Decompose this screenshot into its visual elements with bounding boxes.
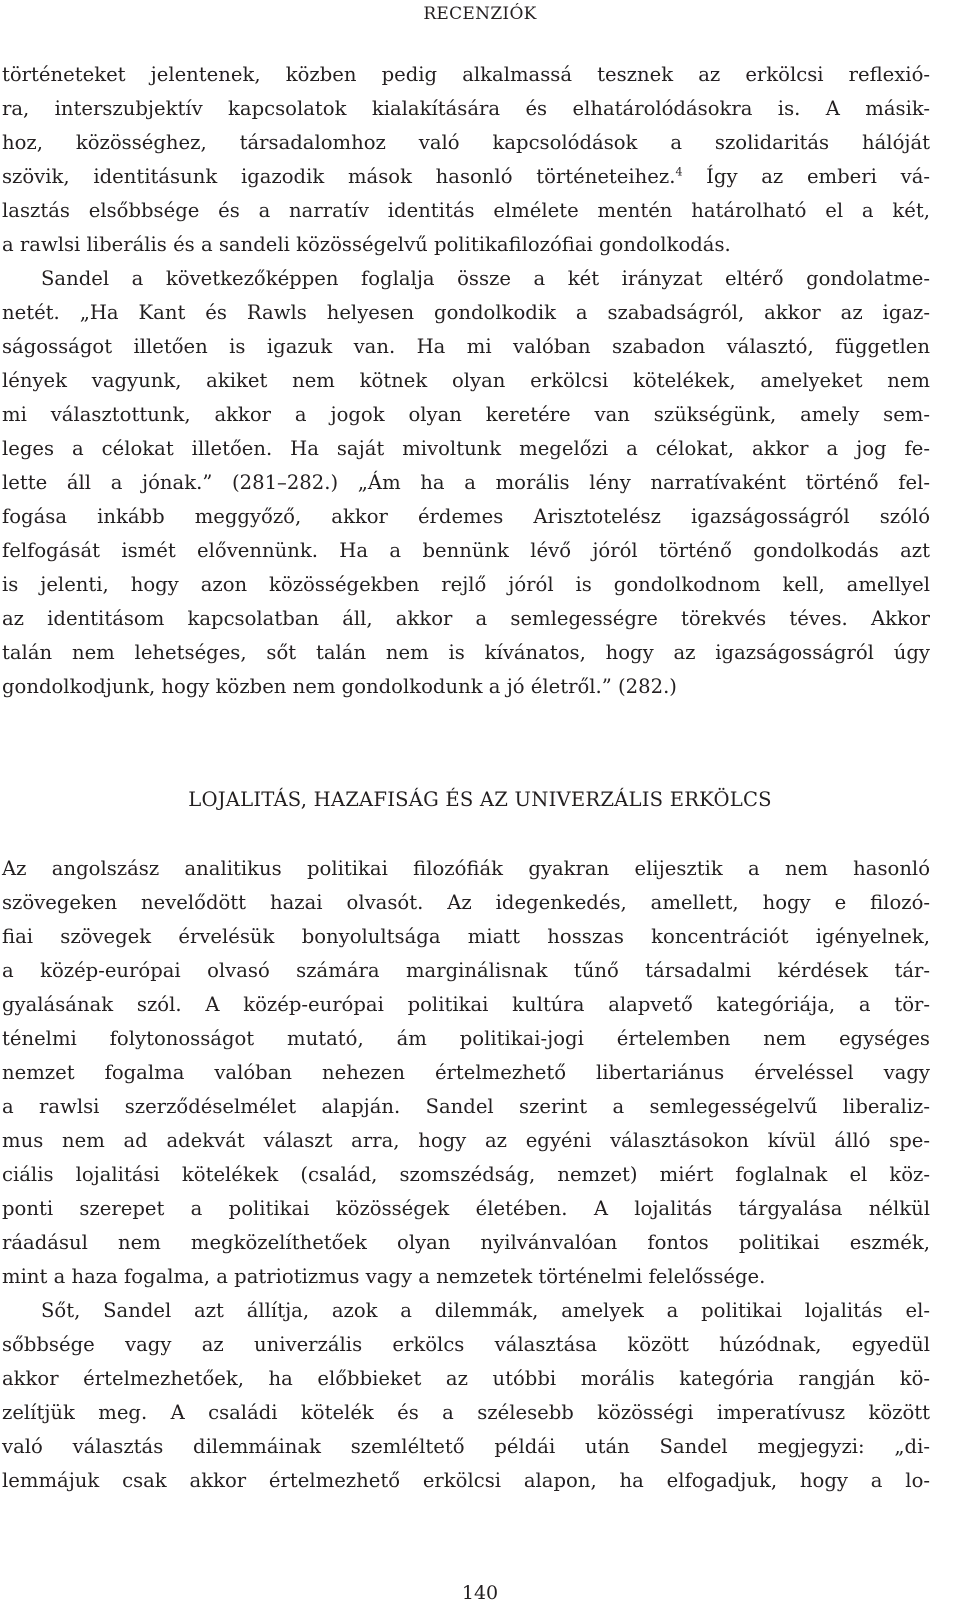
text-line: történeteket jelentenek, közben pedig alkalmassá tesznek az erkölcsi reflexió- [2,63,930,86]
text-line: ráadásul nem megközelíthetőek olyan nyilvánvalóan fontos politikai eszmék, [2,1231,930,1254]
text-line: akkor értelmezhetőek, ha előbbieket az utóbbi morális kategória rangján kö- [2,1367,930,1390]
text-line: az identitásom kapcsolatban áll, akkor a semlegességre törekvés téves. Akkor [2,607,930,630]
text-line: mi választottunk, akkor a jogok olyan keretére van szükségünk, amely sem- [2,403,930,426]
text-line: a rawlsi szerződéselmélet alapján. Sandel szerint a semlegességelvű liberaliz- [2,1095,930,1118]
text-segment: szövik, identitásunk igazodik mások hasonló történeteihez. [2,165,676,188]
text-line: ténelmi folytonosságot mutató, ám politikai-jogi értelemben nem egységes [2,1027,930,1050]
text-line: hoz, közösséghez, társadalomhoz való kapcsolódások a szolidaritás hálóját [2,131,930,154]
running-head: RECENZIÓK [423,4,537,24]
text-line: ponti szerepet a politikai közösségek életében. A lojalitás tárgyalása nélkül [2,1197,930,1220]
text-line: is jelenti, hogy azon közösségekben rejlő jóról is gondolkodnom kell, amellyel [2,573,930,596]
text-line: fiai szövegek érvelésük bonyolultsága miatt hosszas koncentrációt igényelnek, [2,925,930,948]
text-line: zelítjük meg. A családi kötelék és a szélesebb közösségi imperatívusz között [2,1401,930,1424]
text-line: való választás dilemmáinak szemléltető példái után Sandel megjegyzi: „di- [2,1435,930,1458]
text-line: ságosságot illetően is igazuk van. Ha mi valóban szabadon választó, független [2,335,930,358]
text-line: fogása inkább meggyőző, akkor érdemes Arisztotelész igazságosságról szóló [2,505,930,528]
text-line: mint a haza fogalma, a patriotizmus vagy a nemzetek történelmi felelőssége. [2,1265,766,1288]
section-heading: LOJALITÁS, HAZAFISÁG ÉS AZ UNIVERZÁLIS ERKÖLCS [188,788,772,811]
text-line: netét. „Ha Kant és Rawls helyesen gondolkodik a szabadságról, akkor az igaz- [2,301,930,324]
text-segment: Így az emberi vá- [682,165,930,188]
text-line: a közép-európai olvasó számára marginálisnak tűnő társadalmi kérdések tár- [2,959,930,982]
text-line: a rawlsi liberális és a sandeli közösségelvű politikafilozófiai gondolkodás. [2,233,731,256]
text-line: szövegeken nevelődött hazai olvasót. Az idegenkedés, amellett, hogy e filozó- [2,891,930,914]
text-line: ra, interszubjektív kapcsolatok kialakítására és elhatárolódásokra is. A másik- [2,97,930,120]
text-line: lasztás elsőbbsége és a narratív identitás elmélete mentén határolható el a két, [2,199,930,222]
footnote-reference[interactable]: 4 [675,165,683,179]
text-line: Sandel a következőképpen foglalja össze a két irányzat eltérő gondolatme- [41,267,930,290]
text-line: Az angolszász analitikus politikai filozófiák gyakran elijesztik a nem hasonló [2,857,930,880]
text-line: lények vagyunk, akiket nem kötnek olyan erkölcsi kötelékek, amelyeket nem [2,369,930,392]
text-line-with-footnote [2,162,930,192]
text-line: leges a célokat illetően. Ha saját mivoltunk megelőzi a célokat, akkor a jog fe- [2,437,930,460]
text-line: lette áll a jónak.” (281–282.) „Ám ha a morális lény narratívaként történő fel- [2,471,930,494]
text-line: ciális lojalitási kötelékek (család, szomszédság, nemzet) miért foglalnak el köz- [2,1163,930,1186]
text-line: sőbbsége vagy az univerzális erkölcs választása között húzódnak, egyedül [2,1333,930,1356]
text-line: Sőt, Sandel azt állítja, azok a dilemmák, amelyek a politikai lojalitás el- [41,1299,930,1322]
text-line: gondolkodjunk, hogy közben nem gondolkodunk a jó életről.” (282.) [2,675,677,698]
page-number: 140 [461,1582,499,1604]
text-line: mus nem ad adekvát választ arra, hogy az egyéni választásokon kívül álló spe- [2,1129,930,1152]
text-line: gyalásának szól. A közép-európai politikai kultúra alapvető kategóriája, a tör- [2,993,930,1016]
text-line: talán nem lehetséges, sőt talán nem is kívánatos, hogy az igazságosságról úgy [2,641,930,664]
text-line: nemzet fogalma valóban nehezen értelmezhető libertariánus érveléssel vagy [2,1061,930,1084]
text-line: felfogását ismét elővennünk. Ha a bennünk lévő jóról történő gondolkodás azt [2,539,930,562]
text-line: lemmájuk csak akkor értelmezhető erkölcsi alapon, ha elfogadjuk, hogy a lo- [2,1469,930,1492]
